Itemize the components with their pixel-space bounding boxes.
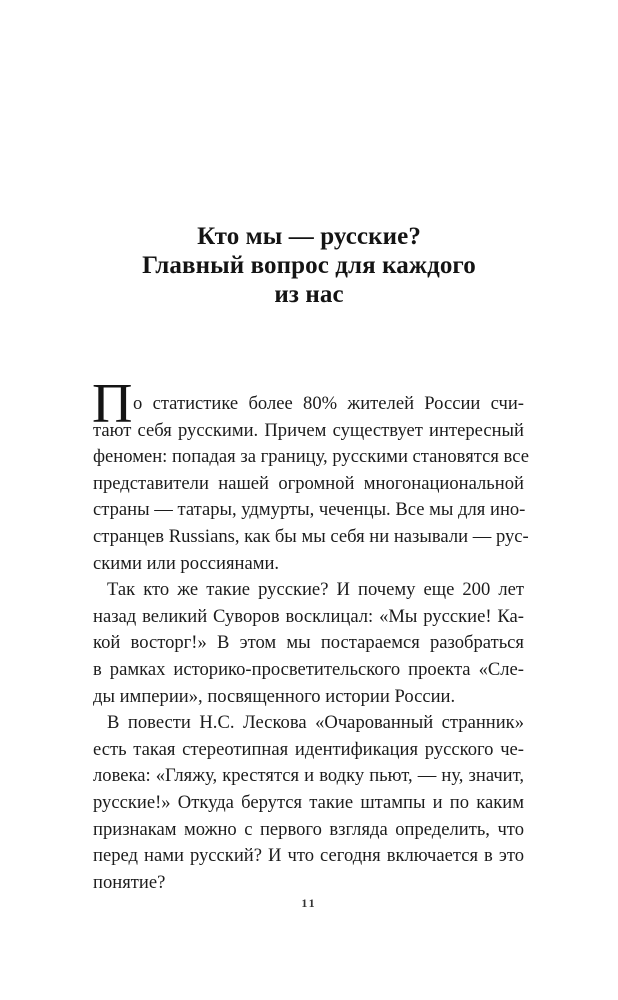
text-line: кой восторг!» В этом мы постараемся разобраться xyxy=(93,632,524,654)
text-line: понятие? xyxy=(93,871,166,893)
chapter-title-line: Кто мы — русские? xyxy=(197,223,421,250)
paragraph-2 xyxy=(93,577,524,710)
text-line: страны — татары, удмурты, чеченцы. Все мы для ино- xyxy=(93,499,526,521)
text-line: скими или россиянами. xyxy=(93,552,280,574)
drop-cap: П xyxy=(92,373,133,435)
chapter-body xyxy=(92,373,529,896)
text-line: о статистике более 80% жителей России счи- xyxy=(133,393,524,414)
text-line: есть такая стереотипная идентификация русского че- xyxy=(93,738,524,760)
paragraph-1 xyxy=(92,373,529,577)
chapter-title-line: из нас xyxy=(274,281,344,308)
chapter-title-line: Главный вопрос для каждого xyxy=(142,252,476,279)
page-number: 11 xyxy=(301,896,317,910)
text-line: Так кто же такие русские? И почему еще 200 лет xyxy=(107,579,524,601)
chapter-title xyxy=(60,222,558,309)
paragraph-3 xyxy=(93,710,524,896)
text-line: назад великий Суворов восклицал: «Мы русские! Ка- xyxy=(93,605,524,627)
text-line: ды империи», посвященного истории России. xyxy=(93,685,456,707)
text-line: в рамках историко-просветительского проекта «Сле- xyxy=(93,658,524,680)
text-line: странцев Russians, как бы мы себя ни называли — рус- xyxy=(93,525,529,547)
text-line: ловека: «Гляжу, крестятся и водку пьют, — ну, значит, xyxy=(93,765,524,787)
text-line: признакам можно с первого взгляда определить, что xyxy=(93,818,524,840)
text-line: русские!» Откуда берутся такие штампы и по каким xyxy=(93,791,524,813)
text-line: перед нами русский? И что сегодня включается в это xyxy=(93,845,524,867)
text-line: представители нашей огромной многонациональной xyxy=(93,472,524,494)
text-line: В повести Н.С. Лескова «Очарованный странник» xyxy=(107,712,524,734)
text-line: феномен: попадая за границу, русскими становятся все xyxy=(93,446,529,468)
text-line: тают себя русскими. Причем существует интересный xyxy=(93,419,524,441)
